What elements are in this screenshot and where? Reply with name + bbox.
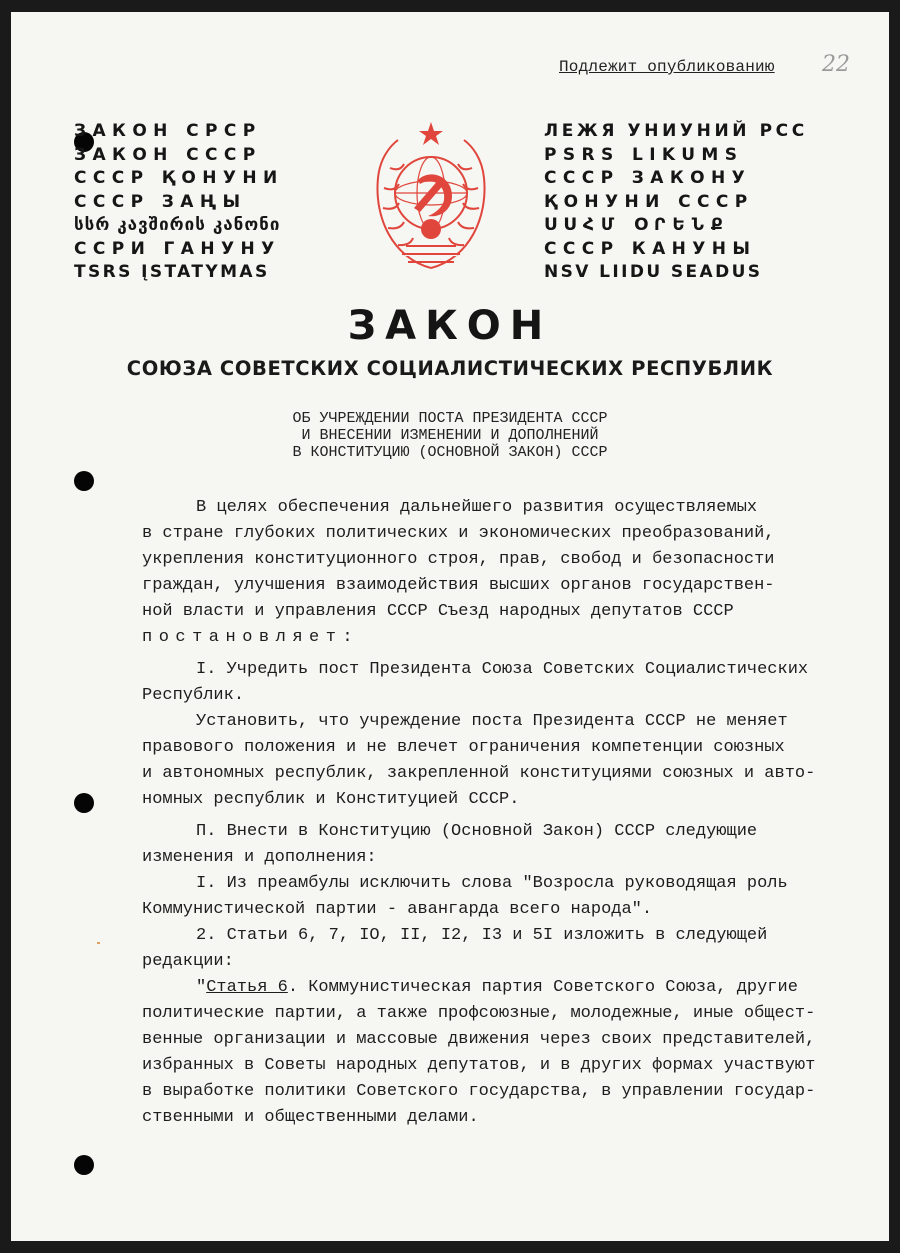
- text-line: в стране глубоких политических и экономических преобразований,: [142, 524, 775, 543]
- article-first-line: [142, 975, 842, 1001]
- title-line: СССР ЗАҢЫ: [74, 191, 247, 212]
- text-line: укрепления конституционного строя, прав, свобод и безопасности: [142, 550, 775, 569]
- title-line: NSV LIIDU SEADUS: [544, 262, 763, 282]
- text-line: ной власти и управления СССР Съезд народных депутатов СССР: [142, 602, 734, 621]
- page-number: 22: [822, 52, 850, 77]
- title-line: ССРИ ГАНУНУ: [74, 238, 281, 259]
- title-line: СССР КАНУНЫ: [544, 238, 757, 259]
- title-line: სსრ კავშირის კანონი: [74, 215, 281, 235]
- article-label: Статья 6: [206, 978, 288, 997]
- title-line: ՍՍՀՄ ՕՐԵՆՔ: [544, 215, 730, 235]
- document-title: ЗАКОН: [347, 303, 553, 349]
- text-line: Республик.: [142, 686, 245, 705]
- text-line: I. Учредить пост Президента Союза Советских Социалистических: [196, 660, 809, 679]
- title-line: TSRS ĮSTATYMAS: [74, 262, 270, 282]
- text-line: редакции:: [142, 952, 234, 971]
- text-line: Коммунистической партии - авангарда всего народа".: [142, 900, 653, 919]
- text-line: граждан, улучшения взаимодействия высших органов государствен-: [142, 576, 775, 595]
- title-line: ЗАКОН СССР: [74, 144, 262, 165]
- title-line: ЗАКОН СРСР: [74, 121, 262, 141]
- text-line: В целях обеспечения дальнейшего развития осуществляемых: [196, 498, 758, 517]
- title-line: ҚОНУНИ СССР: [544, 191, 754, 212]
- text-line: правового положения и не влечет ограничения компетенции союзных: [142, 738, 785, 757]
- law-heading: [0, 410, 900, 461]
- text-line: и автономных республик, закрепленной конституциями союзных и авто-: [142, 764, 816, 783]
- binder-hole: [74, 793, 94, 813]
- text-line: в выработке политики Советского государства, в управлении государ-: [142, 1082, 816, 1101]
- title-line: ЛЕЖЯ УНИУНИЙ РСС: [544, 121, 808, 141]
- text-line: номных республик и Конституцией СССР.: [142, 790, 520, 809]
- heading-line: В КОНСТИТУЦИЮ (ОСНОВНОЙ ЗАКОН) СССР: [292, 444, 608, 461]
- titles-left: [74, 120, 284, 285]
- text-line: избранных в Советы народных депутатов, и в других формах участвуют: [142, 1056, 816, 1075]
- decrees-word: постановляет:: [142, 628, 360, 647]
- text-line: П. Внести в Конституцию (Основной Закон) СССР следующие: [196, 822, 758, 841]
- text-line: ственными и общественными делами.: [142, 1108, 479, 1127]
- heading-line: ОБ УЧРЕЖДЕНИИ ПОСТА ПРЕЗИДЕНТА СССР: [292, 410, 608, 427]
- text-line: политические партии, а также профсоюзные, молодежные, иные общест-: [142, 1004, 816, 1023]
- text-line: 2. Статьи 6, 7, IO, II, I2, I3 и 5I изложить в следующей: [196, 926, 768, 945]
- state-emblem-icon: [368, 118, 494, 278]
- title-line: СССР ҚОНУНИ: [74, 168, 284, 188]
- text-line: венные организации и массовые движения через своих представителей,: [142, 1030, 816, 1049]
- publication-stamp: Подлежит опубликованию: [559, 58, 775, 76]
- text-line: I. Из преамбулы исключить слова "Возросла руководящая роль: [196, 874, 788, 893]
- title-line: PSRS LIKUMS: [544, 144, 744, 165]
- titles-right: [544, 120, 808, 285]
- heading-line: И ВНЕСЕНИИ ИЗМЕНЕНИИ И ДОПОЛНЕНИЙ: [301, 427, 599, 444]
- text-line: Установить, что учреждение поста Президента СССР не меняет: [196, 712, 788, 731]
- document-body: [142, 495, 842, 1131]
- binder-hole: [74, 1155, 94, 1175]
- title-line: СССР ЗАКОНУ: [544, 168, 752, 188]
- paper-speck: [97, 942, 100, 944]
- quote-mark: ": [196, 978, 207, 997]
- article-text: . Коммунистическая партия Советского Союза, другие: [287, 978, 798, 997]
- binder-hole: [74, 471, 94, 491]
- document-subtitle: СОЮЗА СОВЕТСКИХ СОЦИАЛИСТИЧЕСКИХ РЕСПУБЛИК: [126, 357, 774, 380]
- text-line: изменения и дополнения:: [142, 848, 377, 867]
